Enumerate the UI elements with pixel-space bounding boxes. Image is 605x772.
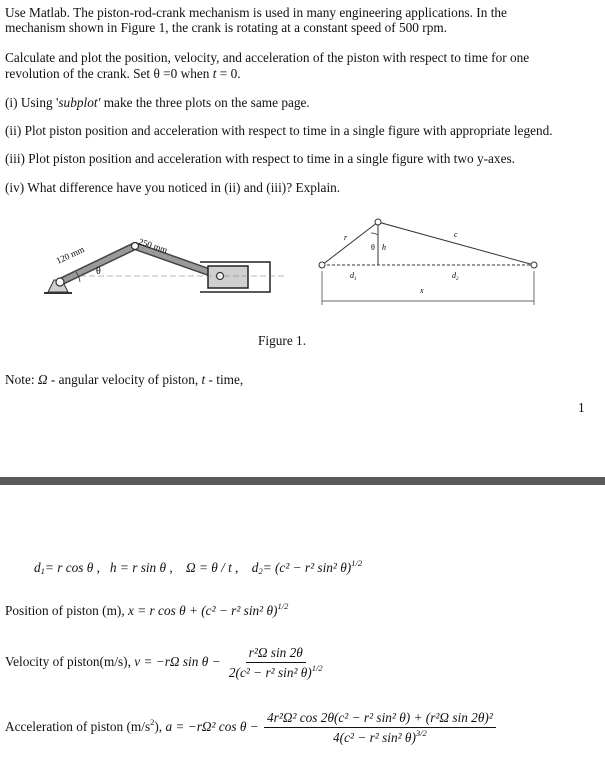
theta-label: θ (96, 266, 101, 277)
page-number: 1 (578, 400, 585, 415)
crank-center (319, 262, 325, 268)
task-line-1: Calculate and plot the position, velocity, and acceleration of the piston with respect to time for one (5, 50, 530, 65)
rod-length-label: 250 mm (137, 236, 169, 256)
page-divider (0, 477, 605, 485)
crank-line (322, 222, 378, 265)
formula-position: Position of piston (m), x = r cos θ + (c² − r² sin² θ)$^{1/2}$ (5, 601, 289, 618)
note: Note: Ω - angular velocity of piston, t - time, (5, 372, 244, 387)
piston (208, 266, 248, 288)
h-label: h (382, 243, 386, 252)
x-label: x (420, 286, 424, 295)
mechanism-illustration (40, 232, 300, 312)
d1-label: $d_1$ (350, 271, 357, 282)
rod-line (378, 222, 534, 265)
d2-label: $d_2$ (452, 271, 459, 282)
angle-arc (371, 233, 378, 235)
r-label: r (344, 233, 348, 242)
item-iv: (iv) What difference have you noticed in (ii) and (iii)? Explain. (5, 180, 341, 195)
item-ii: (ii) Plot piston position and acceleration with respect to time in a single figure with appropriate legend. (5, 123, 553, 138)
figure-caption: Figure 1. (258, 333, 307, 348)
item-i: (i) Using 'subplot' make the three plots on the same page. (5, 95, 310, 110)
c-label: c (454, 230, 458, 239)
intro-line-1: Use Matlab. The piston-rod-crank mechanism is used in many engineering applications. In the (5, 5, 507, 20)
crank-pin (375, 219, 381, 225)
crank-pivot (56, 278, 64, 286)
item-iii: (iii) Plot piston position and acceleration with respect to time in a single figure with two y-axes. (5, 151, 515, 166)
intro-line-2: mechanism shown in Figure 1, the crank is rotating at a constant speed of 500 rpm. (5, 20, 448, 35)
formula-velocity: Velocity of piston(m/s), v = −rΩ sin θ − $\frac{\text{r²Ω sin 2θ}}{2(c^2 - r^2 \sin^2 \theta)^{1/2}}$ (5, 645, 323, 680)
piston-point (531, 262, 537, 268)
theta-label-geom: θ (371, 243, 375, 252)
formula-definitions: $d_1= r$ cos θ , h = r sin θ , Ω = θ / t , $d_2= (c^2 - r^2$ sin² θ)$^{1/2}$ (34, 558, 363, 576)
geometry-diagram (316, 215, 546, 310)
task-line-2: revolution of the crank. Set θ =0 when t = 0. (5, 66, 241, 81)
crank-length-label: 120 mm (54, 244, 86, 266)
formula-acceleration: Acceleration of piston $(m/s^2)$, a = −rΩ² cos θ − $\frac{\text{4r²Ω² cos 2θ(c² − r² sin² θ) + (r²Ω sin 2θ)²}}{4(c^2 - r^2 \sin^2 \theta)^{3/2}}$ (5, 710, 498, 746)
